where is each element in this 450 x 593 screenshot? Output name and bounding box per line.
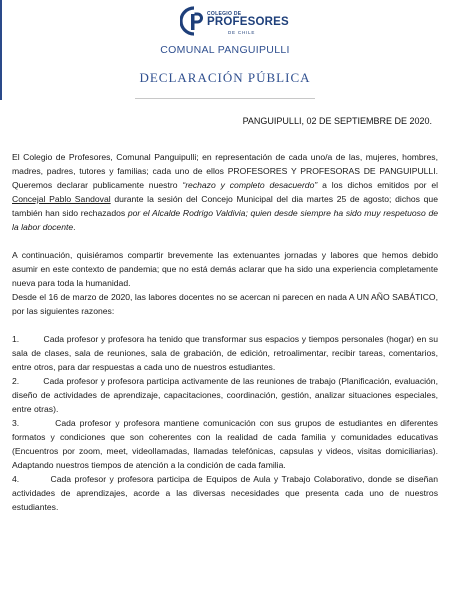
item-number: 2. xyxy=(12,376,20,386)
intro-text-g: . xyxy=(73,222,76,232)
intro-text-a: El Colegio de Profesores, Comunal Panguipulli; en representación de cada uno/a de las, mujeres, hombres, madres, padres, tutores y familias; cada uno de ellos PROFESORES Y PROFESORAS DE PANGUIPULLI. Queremos declarar publicamente nuestro xyxy=(12,152,438,190)
item-text: Cada profesor y profesora participa de Equipos de Aula y Trabajo Colaborativo, donde se diseñan actividades de aprendizajes, acorde a las diversas necesidades que presenta cada uno de nuestros estudiantes. xyxy=(12,474,438,512)
intro-text-c: a los dichos emitidos por el xyxy=(317,180,439,190)
date-line: PANGUIPULLI, 02 DE SEPTIEMBRE DE 2020. xyxy=(242,116,432,126)
item-number: 4. xyxy=(12,474,20,484)
list-item xyxy=(12,416,438,472)
item-text: Cada profesor y profesora ha tenido que transformar sus espacios y tiempos personales (hogar) en su sala de clases, sala de reuniones, sala de grabación, de edición, retroalimentar, recibir tareas, comentarios, entre otros, para dar respuestas a cada uno de nuestros estudiantes. xyxy=(12,334,438,372)
item-number: 1. xyxy=(12,334,20,344)
title-separator xyxy=(135,98,315,99)
logo-mark-icon xyxy=(180,6,206,36)
list-item xyxy=(12,472,438,514)
intro-quote: “rechazo y completo desacuerdo” xyxy=(182,180,318,190)
document-title: DECLARACIÓN PÚBLICA xyxy=(139,70,311,85)
reasons-list xyxy=(12,332,438,514)
paragraph-continuation: A continuación, quisiéramos compartir brevemente las extenuantes jornadas y labores que hemos debido asumir en este contexto de pandemia; que no está demás aclarar que ha sido una experiencia completamente nueva para toda la humanidad. xyxy=(12,250,438,288)
intro-text-e: durante la sesión del Concejo Municipal del dia martes 25 de agosto; dichos que también han sido rechazados xyxy=(12,194,438,218)
item-number: 3. xyxy=(12,418,20,428)
item-text: Cada profesor y profesora mantiene comunicación con sus grupos de estudiantes en diferentes formatos y condiciones que son coherentes con la realidad de cada familia y comunidades educativas (Encuentros por zoom, meet, videollamadas, llamadas telefónicas, capsulas y videos, visitas domiciliarias). Adaptando nuestros tiempos de atención a la condición de cada familia. xyxy=(12,418,438,470)
list-item xyxy=(12,374,438,416)
colegio-logo xyxy=(180,6,290,40)
item-text: Cada profesor y profesora participa activamente de las reuniones de trabajo (Planificación, evaluación, diseño de actividades de aprendizaje, capacitaciones, coordinación, gestión, analizar situaciones especiales, entre otras). xyxy=(12,376,438,414)
concejal-name: Concejal Pablo Sandoval xyxy=(12,194,111,204)
comunal-heading: COMUNAL PANGUIPULLI xyxy=(160,44,290,56)
logo-line-2: PROFESORES xyxy=(207,16,289,28)
document-body xyxy=(12,150,438,514)
list-item xyxy=(12,332,438,374)
logo-line-3: DE CHILE xyxy=(228,30,256,35)
logo-line-1: COLEGIO DE xyxy=(207,11,242,17)
paragraph-reasons-intro: Desde el 16 de marzo de 2020, las labores docentes no se acercan ni parecen en nada A UN AÑO SABÁTICO, por las siguientes razones: xyxy=(12,292,438,316)
intro-alcalde-italic: por el Alcalde Rodrigo Valdivia; quien desde siempre ha sido muy respetuoso de la labor docente xyxy=(12,208,438,232)
paragraph-intro xyxy=(12,150,438,234)
